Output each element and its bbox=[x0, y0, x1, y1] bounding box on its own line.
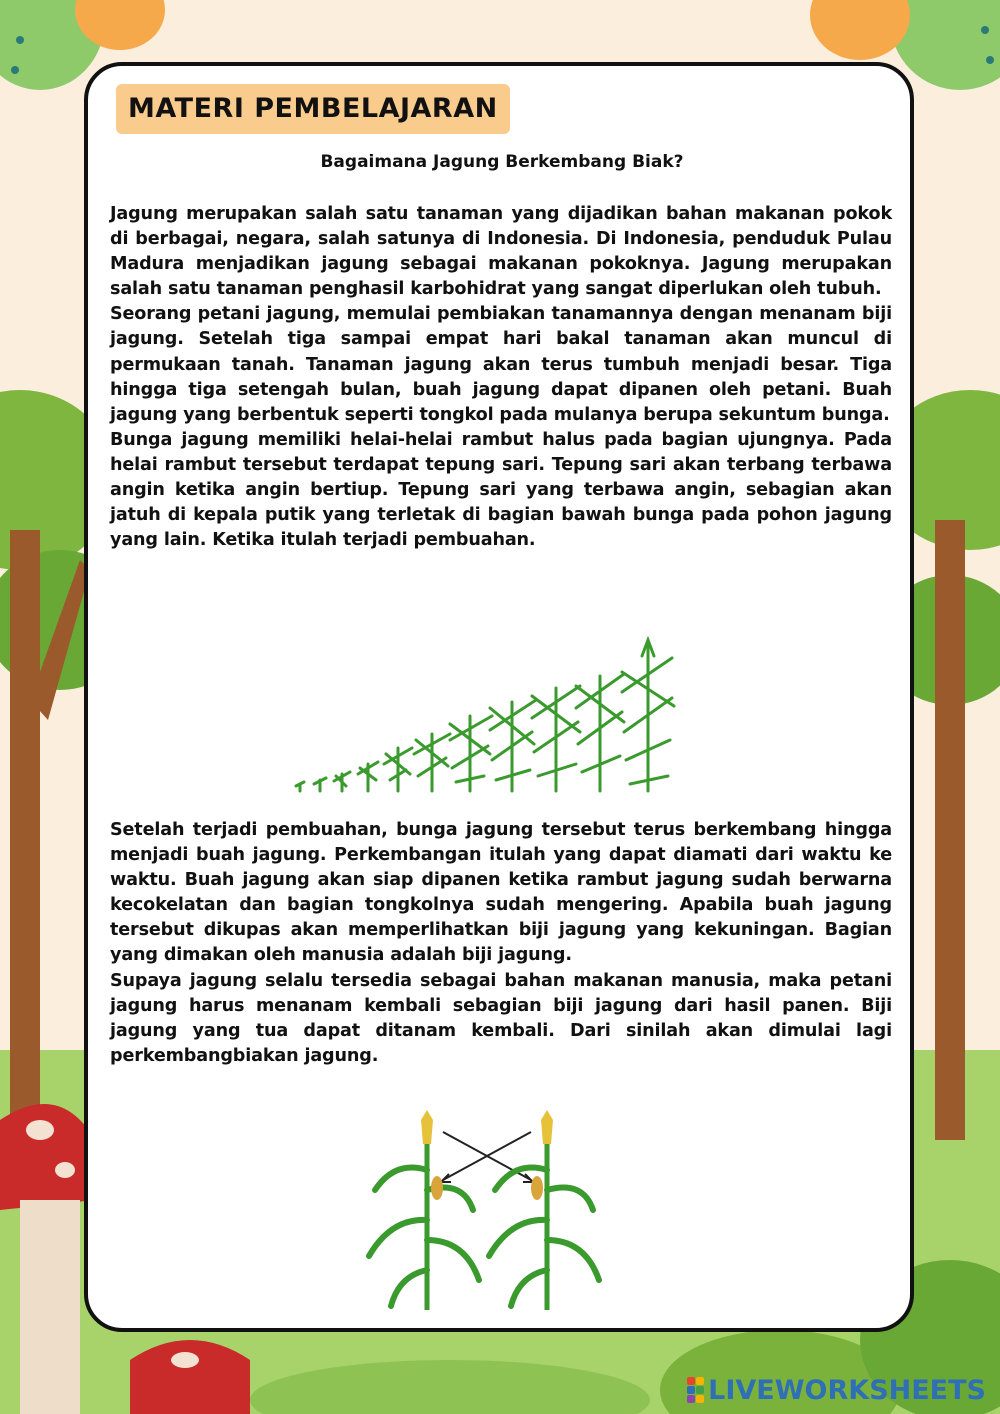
corn-young-plant-icon bbox=[384, 748, 412, 791]
text-block-2 bbox=[110, 818, 892, 1069]
corn-sprout-icon bbox=[314, 778, 326, 791]
paragraph: Jagung merupakan salah satu tanaman yang dijadikan bahan makanan pokok di berbagai, negara, salah satunya di Indonesia. Di Indonesia, penduduk Pulau Madura menjadikan jagung sebagai makanan pokoknya. Jagung merupakan salah satu tanaman penghasil karbohidrat yang sangat diperlukan oleh tubuh. bbox=[110, 204, 892, 300]
corn-plant-icon bbox=[576, 674, 624, 791]
text-block-1 bbox=[110, 202, 892, 553]
paragraph: Setelah terjadi pembuahan, bunga jagung tersebut terus berkembang hingga menjadi buah jagung. Perkembangan itulah yang dapat diamati dari waktu ke waktu. Buah jagung akan siap dipanen ketika rambut jagung sudah berwarna kecokelatan dan bagian tongkolnya sudah mengering. Apabila buah jagung tersebut dikupas akan memperlihatkan biji jagung yang kekuningan. Bagian yang dimakan oleh manusia adalah biji jagung. bbox=[110, 820, 892, 966]
watermark-text: LIVEWORKSHEETS bbox=[708, 1374, 986, 1406]
paragraph: Bunga jagung memiliki helai-helai rambut halus pada bagian ujungnya. Pada helai rambut tersebut terdapat tepung sari. Tepung sari akan terbang terbawa angin ketika angin bertiup. Tepung sari yang terbawa angin, sebagian akan jatuh di kepala putik yang terletak di bagian bawah bunga pada pohon jagung yang lain. Ketika itulah terjadi pembuahan. bbox=[110, 429, 892, 551]
corn-plant-left-icon bbox=[369, 1110, 479, 1310]
liveworksheets-watermark bbox=[687, 1372, 986, 1408]
corn-seedling-icon bbox=[358, 762, 378, 791]
corn-plant-icon bbox=[450, 716, 492, 791]
corn-plant-icon bbox=[532, 686, 580, 791]
paragraph: Seorang petani jagung, memulai pembiakan tanamannya dengan menanam biji jagung. Setelah tiga sampai empat hari bakal tanaman akan muncul di permukaan tanah. Tanaman jagung akan terus tumbuh menjadi besar. Tiga hingga tiga setengah bulan, buah jagung dapat dipanen oleh petani. Buah jagung yang berbentuk seperti tongkol pada mulanya berupa sekuntum bunga. bbox=[110, 304, 892, 425]
corn-sprout-icon bbox=[296, 782, 304, 791]
corn-growth-stages-illustration bbox=[280, 636, 700, 798]
corn-plant-right-icon bbox=[489, 1110, 599, 1310]
corn-seedling-icon bbox=[334, 772, 350, 791]
paragraph: Supaya jagung selalu tersedia sebagai bahan makanan manusia, maka petani jagung harus menanam kembali sebagian biji jagung dari hasil panen. Biji jagung yang tua dapat ditanam kembali. Dari sinilah akan dimulai lagi perkembangbiakan jagung. bbox=[110, 970, 892, 1066]
page-title: MATERI PEMBELAJARAN bbox=[116, 84, 510, 134]
corn-mature-plant-icon bbox=[622, 640, 674, 791]
corn-young-plant-icon bbox=[414, 734, 450, 791]
corn-plant-icon bbox=[490, 700, 536, 791]
liveworksheets-logo-icon bbox=[687, 1377, 704, 1403]
section-subtitle: Bagaimana Jagung Berkembang Biak? bbox=[320, 152, 684, 172]
pollination-arrows-icon bbox=[441, 1132, 533, 1182]
corn-pollination-illustration bbox=[355, 1110, 625, 1315]
